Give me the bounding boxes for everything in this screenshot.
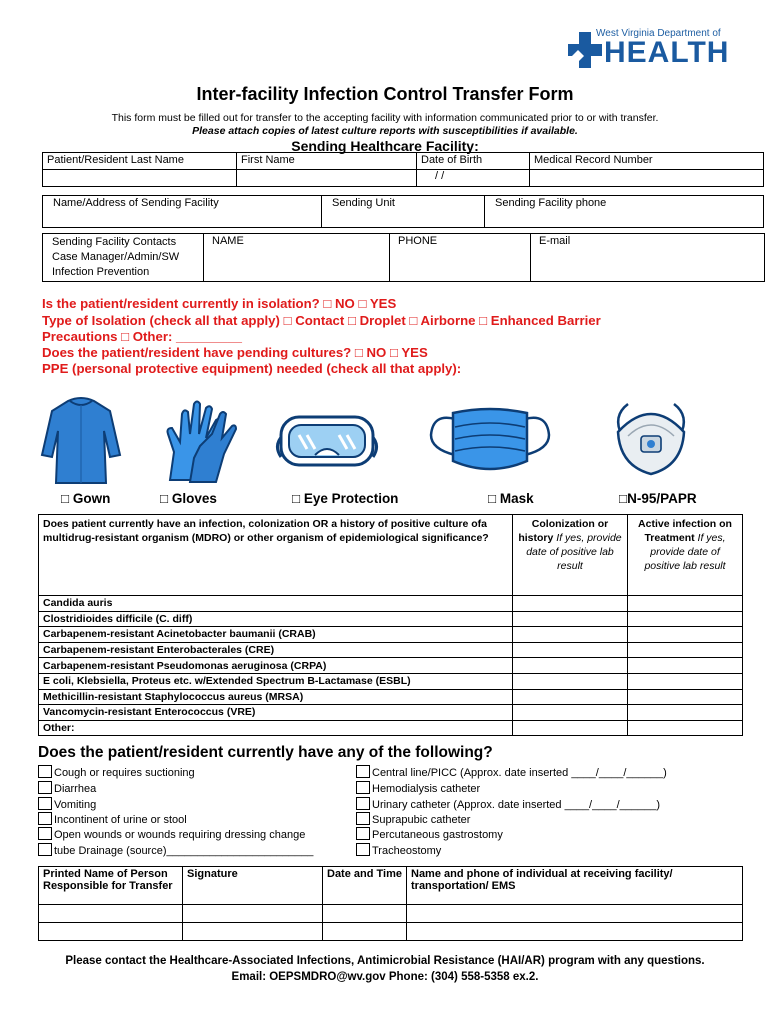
ppe-gown-checkbox[interactable]: □ Gown xyxy=(61,491,111,506)
condition-checkbox-item[interactable] xyxy=(38,812,187,827)
table-row xyxy=(39,658,743,674)
form-title: Inter-facility Infection Control Transfer Form xyxy=(196,84,574,104)
logo-department-text: West Virginia Department of xyxy=(596,28,721,39)
organism-name: Other: xyxy=(39,720,513,736)
organism-name: Carbapenem-resistant Enterobacterales (CRE) xyxy=(39,642,513,658)
contact-email-label: E-mail xyxy=(539,235,571,247)
condition-checkbox-item[interactable] xyxy=(356,797,660,812)
patient-info-table xyxy=(42,152,764,187)
mask-icon xyxy=(425,405,555,477)
gloves-icon xyxy=(160,394,240,484)
isolation-question[interactable]: Is the patient/resident currently in isolation? □ NO □ YES xyxy=(42,296,397,311)
eye-protection-icon xyxy=(273,405,381,475)
organism-name: Vancomycin-resistant Enterococcus (VRE) xyxy=(39,705,513,721)
mdro-table xyxy=(38,514,743,736)
footer-contact-text: Please contact the Healthcare-Associated Infections, Antimicrobial Resistance (HAI/AR) program with any questions. xyxy=(65,955,705,967)
organism-name: Clostridioides difficile (C. diff) xyxy=(39,611,513,627)
active-infection-date-field[interactable] xyxy=(628,689,743,705)
contacts-label-line: Infection Prevention xyxy=(52,266,150,278)
contacts-label-line: Case Manager/Admin/SW xyxy=(52,251,180,263)
colonization-date-field[interactable] xyxy=(513,627,628,643)
checkbox[interactable] xyxy=(38,843,52,856)
condition-checkbox-item[interactable] xyxy=(356,781,480,796)
conditions-question: Does the patient/resident currently have any of the following? xyxy=(38,744,493,761)
checkbox[interactable] xyxy=(38,781,52,794)
table-row xyxy=(39,642,743,658)
transfer-signature-table xyxy=(38,866,743,941)
table-row xyxy=(39,689,743,705)
table-row xyxy=(39,705,743,721)
dob-label xyxy=(417,153,530,170)
printed-name-field[interactable] xyxy=(39,923,183,941)
active-infection-date-field[interactable] xyxy=(628,658,743,674)
printed-name-field[interactable] xyxy=(39,905,183,923)
date-time-header: Date and Time xyxy=(323,867,407,905)
checkbox[interactable] xyxy=(356,812,370,825)
sending-unit-field[interactable] xyxy=(322,196,485,228)
condition-checkbox-item[interactable] xyxy=(38,843,313,858)
patient-last-name-field[interactable] xyxy=(43,170,237,187)
ppe-gloves-checkbox[interactable]: □ Gloves xyxy=(160,491,217,506)
condition-label: Incontinent of urine or stool xyxy=(54,814,187,826)
organism-name: E coli, Klebsiella, Proteus etc. w/Extended Spectrum B-Lactamase (ESBL) xyxy=(39,673,513,689)
isolation-type-question-cont[interactable]: Precautions □ Other: _________ xyxy=(42,329,243,344)
mdro-question: Does patient currently have an infection, colonization OR a history of positive culture ofa multidrug-resistant organism (MDRO) or other organism of epidemiological significance? xyxy=(39,515,513,596)
facility-name-address-field[interactable] xyxy=(43,196,322,228)
condition-checkbox-item[interactable] xyxy=(38,827,305,842)
active-infection-date-field[interactable] xyxy=(628,596,743,612)
contact-name-field[interactable] xyxy=(204,234,390,282)
isolation-type-question[interactable]: Type of Isolation (check all that apply) □ Contact □ Droplet □ Airborne □ Enhanced Barrier xyxy=(42,313,601,328)
signature-field[interactable] xyxy=(183,905,323,923)
contact-phone-label: PHONE xyxy=(398,235,438,247)
checkbox[interactable] xyxy=(38,765,52,778)
dob-label-text: Date of Birth xyxy=(421,154,483,166)
facility-phone-label: Sending Facility phone xyxy=(495,197,607,209)
condition-label: Percutaneous gastrostomy xyxy=(372,829,503,841)
condition-label: Hemodialysis catheter xyxy=(372,783,481,795)
colonization-header xyxy=(513,515,628,596)
ppe-question: PPE (personal protective equipment) needed (check all that apply): xyxy=(42,361,462,376)
n95-respirator-icon xyxy=(608,396,694,478)
ppe-eye-protection-checkbox[interactable]: □ Eye Protection xyxy=(292,491,399,506)
active-infection-date-field[interactable] xyxy=(628,720,743,736)
receiving-individual-field[interactable] xyxy=(407,905,743,923)
condition-label: tube Drainage (source)________________________ xyxy=(54,845,314,857)
date-time-field[interactable] xyxy=(323,923,407,941)
condition-label: Vomiting xyxy=(54,799,97,811)
form-instructions: This form must be filled out for transfer to the accepting facility with information communicated prior to or with transfer. xyxy=(111,112,659,124)
colonization-date-field[interactable] xyxy=(513,658,628,674)
active-infection-date-field[interactable] xyxy=(628,705,743,721)
first-name-field[interactable] xyxy=(237,170,417,187)
checkbox[interactable] xyxy=(356,781,370,794)
condition-label: Open wounds or wounds requiring dressing change xyxy=(54,829,306,841)
organism-name: Carbapenem-resistant Pseudomonas aeruginosa (CRPA) xyxy=(39,658,513,674)
logo-health-text: HEALTH xyxy=(604,36,730,69)
colonization-date-field[interactable] xyxy=(513,720,628,736)
wv-health-logo xyxy=(566,28,732,72)
facility-name-address-label: Name/Address of Sending Facility xyxy=(53,197,219,209)
contacts-table xyxy=(42,233,765,282)
active-infection-header-italic: If yes, provide date of positive lab result xyxy=(644,532,726,572)
facility-table xyxy=(42,195,764,228)
contacts-label xyxy=(43,234,204,282)
receiving-individual-field[interactable] xyxy=(407,923,743,941)
condition-label: Suprapubic catheter xyxy=(372,814,471,826)
contact-phone-field[interactable] xyxy=(390,234,531,282)
active-infection-header-bold: Active infection on Treatment xyxy=(638,518,732,544)
table-row xyxy=(39,673,743,689)
condition-checkbox-item[interactable] xyxy=(38,781,96,796)
colonization-date-field[interactable] xyxy=(513,673,628,689)
colonization-date-field[interactable] xyxy=(513,611,628,627)
checkbox[interactable] xyxy=(356,765,370,778)
condition-label: Tracheostomy xyxy=(372,845,442,857)
checkbox[interactable] xyxy=(356,827,370,840)
condition-checkbox-item[interactable] xyxy=(38,797,96,812)
ppe-mask-checkbox[interactable]: □ Mask xyxy=(488,491,534,506)
facility-phone-field[interactable] xyxy=(485,196,764,228)
mrn-field[interactable] xyxy=(530,170,764,187)
contact-email-field[interactable] xyxy=(531,234,765,282)
colonization-date-field[interactable] xyxy=(513,705,628,721)
condition-label: Cough or requires suctioning xyxy=(54,767,195,779)
checkbox[interactable] xyxy=(38,812,52,825)
active-infection-date-field[interactable] xyxy=(628,611,743,627)
form-attach-note: Please attach copies of latest culture reports with susceptibilities if available. xyxy=(192,125,578,137)
table-row xyxy=(39,596,743,612)
colonization-header-bold: Colonization or history xyxy=(518,518,609,544)
active-infection-date-field[interactable] xyxy=(628,673,743,689)
condition-checkbox-item[interactable] xyxy=(356,827,503,842)
signature-header: Signature xyxy=(183,867,323,905)
organism-name: Methicillin-resistant Staphylococcus aureus (MRSA) xyxy=(39,689,513,705)
colonization-date-field[interactable] xyxy=(513,642,628,658)
colonization-header-italic: If yes, provide date of positive lab result xyxy=(526,532,622,572)
checkbox[interactable] xyxy=(356,843,370,856)
checkbox[interactable] xyxy=(38,797,52,810)
contacts-label-line: Sending Facility Contacts xyxy=(52,236,177,248)
mrn-label: Medical Record Number xyxy=(530,153,764,170)
active-infection-date-field[interactable] xyxy=(628,642,743,658)
ppe-n95-checkbox[interactable]: □N-95/PAPR xyxy=(619,491,697,506)
receiving-individual-header: Name and phone of individual at receiving facility/ transportation/ EMS xyxy=(407,867,743,905)
condition-checkbox-item[interactable] xyxy=(38,765,195,780)
dob-field[interactable] xyxy=(417,170,530,187)
condition-checkbox-item[interactable] xyxy=(356,812,470,827)
section-heading-sending: Sending Healthcare Facility: xyxy=(291,138,479,154)
contact-name-label: NAME xyxy=(212,235,244,247)
table-row xyxy=(39,611,743,627)
first-name-label: First Name xyxy=(237,153,417,170)
active-infection-header xyxy=(628,515,743,596)
organism-name: Candida auris xyxy=(39,596,513,612)
pending-cultures-question[interactable]: Does the patient/resident have pending cultures? □ NO □ YES xyxy=(42,345,428,360)
condition-checkbox-item[interactable] xyxy=(356,765,667,780)
table-row xyxy=(39,720,743,736)
condition-label: Central line/PICC (Approx. date inserted ____/____/______) xyxy=(372,767,667,779)
active-infection-date-field[interactable] xyxy=(628,627,743,643)
condition-label: Diarrhea xyxy=(54,783,97,795)
checkbox[interactable] xyxy=(38,827,52,840)
footer-email-phone: Email: OEPSMDRO@wv.gov Phone: (304) 558-5358 ex.2. xyxy=(231,971,539,983)
table-row xyxy=(39,627,743,643)
date-time-field[interactable] xyxy=(323,905,407,923)
patient-last-name-label: Patient/Resident Last Name xyxy=(43,153,237,170)
gown-icon xyxy=(40,395,122,487)
colonization-date-field[interactable] xyxy=(513,689,628,705)
checkbox[interactable] xyxy=(356,797,370,810)
printed-name-header: Printed Name of Person Responsible for Transfer xyxy=(39,867,183,905)
condition-checkbox-item[interactable] xyxy=(356,843,441,858)
sending-unit-label: Sending Unit xyxy=(332,197,395,209)
signature-field[interactable] xyxy=(183,923,323,941)
organism-name: Carbapenem-resistant Acinetobacter baumanii (CRAB) xyxy=(39,627,513,643)
condition-label: Urinary catheter (Approx. date inserted ____/____/______) xyxy=(372,799,661,811)
colonization-date-field[interactable] xyxy=(513,596,628,612)
dob-slashes: / / xyxy=(435,170,445,182)
